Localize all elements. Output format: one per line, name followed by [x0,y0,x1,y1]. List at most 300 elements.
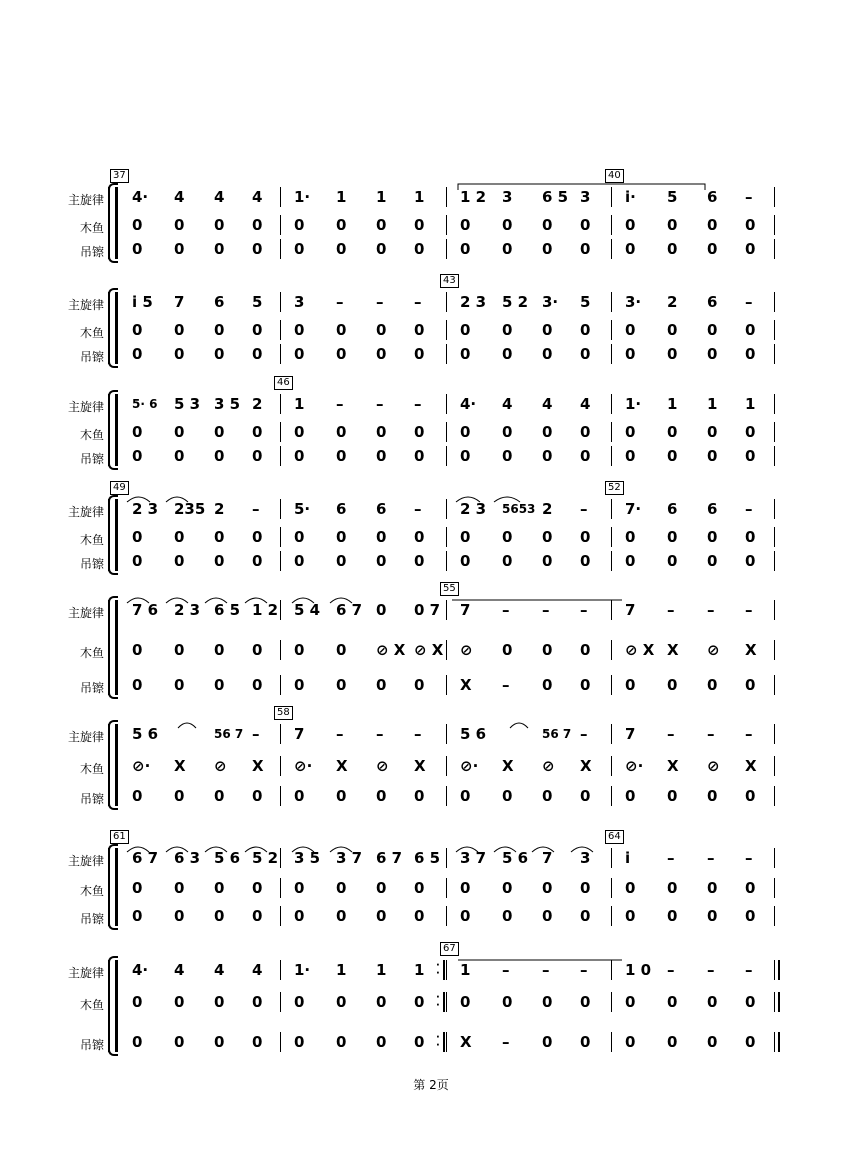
note: 0 [132,552,143,570]
note: – [745,961,753,979]
note: – [376,395,384,413]
note: 0 [542,216,553,234]
note: 1 [294,395,305,413]
note: 6 [707,293,718,311]
note: 0 [214,879,225,897]
note: 4 [214,961,225,979]
note: 4 [252,961,263,979]
note: X [460,676,472,694]
note: 0 [460,787,471,805]
note: 0 [214,216,225,234]
instrument-label: 吊镲 [79,557,104,571]
note: 0 [414,879,425,897]
note: 5 [252,293,263,311]
instrument-label: 吊镲 [79,1038,104,1052]
note: 0 [414,528,425,546]
note: 0 [707,993,718,1011]
note: 0 [502,528,513,546]
note: 0 [625,423,636,441]
note: 5 6 [460,725,487,743]
note: 0 [580,993,591,1011]
note: 7 [542,849,553,867]
note: 0 [336,879,347,897]
note: 0 [252,879,263,897]
note: 4 [214,188,225,206]
note: 6 5 [542,188,569,206]
instrument-label: 吊镲 [79,681,104,695]
note: 3 [580,188,591,206]
note: 5 2 [252,849,279,867]
note: 5· [294,500,311,518]
note: 3 [294,293,305,311]
slur [245,847,267,852]
note: 1 0 [625,961,652,979]
note: 0 [542,240,553,258]
note: 0 [667,216,678,234]
note: 0 [294,216,305,234]
note: 0 [174,907,185,925]
note: 0 [625,240,636,258]
note: 0 [460,907,471,925]
note: 2 [542,500,553,518]
note: 7 [625,601,636,619]
note: ⊘· [294,757,313,775]
note: 0 [580,787,591,805]
note: ⊘· [625,757,644,775]
note: 0 [580,345,591,363]
note: 0 [502,240,513,258]
note: 2 3 [132,500,159,518]
note: 0 [502,993,513,1011]
slur [292,598,314,603]
note: 0 [294,552,305,570]
note: 0 [214,321,225,339]
note: i 5 [132,293,153,311]
note: 0 [502,879,513,897]
note: – [580,500,588,518]
note: 0 [214,676,225,694]
note: – [414,500,422,518]
slur [178,723,196,728]
note: 5· 6 [132,397,158,411]
note: – [542,961,550,979]
measure-number: 55 [440,582,459,596]
note: X [667,641,679,659]
note: 6 7 [132,849,159,867]
note: 3 7 [336,849,363,867]
note: 0 [502,552,513,570]
note: 0 [336,787,347,805]
measure-number: 61 [110,830,129,844]
note: 0 [376,216,387,234]
note: 0 [667,787,678,805]
note: 0 [580,216,591,234]
slur [127,598,149,603]
note: 0 [252,1033,263,1051]
note: 0 [460,321,471,339]
note: 0 [132,345,143,363]
note: 5 6 [214,849,241,867]
measure-number: 67 [440,942,459,956]
note: i [625,849,631,867]
note: 0 [336,423,347,441]
slur [330,598,352,603]
note: 0 [707,676,718,694]
note: 0 [174,1033,185,1051]
note: 0 [542,641,553,659]
note: 5 6 [502,849,529,867]
note: 0 [336,676,347,694]
note: – [580,725,588,743]
note: 1· [294,188,311,206]
note: 0 [294,240,305,258]
note: 0 [214,993,225,1011]
note: 5 6 [132,725,159,743]
note: 0 [707,345,718,363]
note: 0 [376,907,387,925]
note: 0 [460,993,471,1011]
note: 0 [294,676,305,694]
note: 0 [542,907,553,925]
note: 0 [542,321,553,339]
note: – [502,601,510,619]
instrument-label: 木鱼 [79,762,104,776]
note: ⊘ [542,757,555,775]
note: 0 [745,321,756,339]
note: 0 [625,216,636,234]
note: 0 [502,641,513,659]
note: 0 [214,552,225,570]
note: 0 [174,676,185,694]
note: 1 [376,961,387,979]
instrument-label: 木鱼 [79,884,104,898]
note: 0 [745,676,756,694]
note: 0 [414,423,425,441]
note: 0 [745,993,756,1011]
note: 5 [667,188,678,206]
note: 1· [294,961,311,979]
note: 1 [336,188,347,206]
note: – [542,601,550,619]
note: 1 [336,961,347,979]
measure-number: 40 [605,169,624,183]
note: 0 [667,345,678,363]
note: 0 [667,447,678,465]
instrument-label: 主旋律 [67,730,104,744]
page-footer: 第 2页 [413,1078,449,1092]
measure-number: 58 [274,706,293,720]
instrument-label: 主旋律 [67,505,104,519]
slur [127,847,149,852]
note: ⊘ X [376,641,406,659]
note: 56 7 [542,727,572,741]
note: 0 [625,345,636,363]
note: – [707,725,715,743]
note: ⊘ [707,641,720,659]
note: 0 [336,907,347,925]
slur [245,598,267,603]
note: 0 [580,240,591,258]
note: 0 [252,552,263,570]
note: 0 [745,423,756,441]
note: 0 [294,345,305,363]
note: – [745,188,753,206]
note: 0 [625,321,636,339]
note: – [667,601,675,619]
note: 0 [707,240,718,258]
note: 0 [214,240,225,258]
instrument-label: 吊镲 [79,912,104,926]
note: 1 [414,961,425,979]
note: – [336,725,344,743]
note: 0 [580,907,591,925]
note: 0 [132,447,143,465]
note: 0 [252,787,263,805]
note: ⊘ X [625,641,655,659]
note: 0 [336,641,347,659]
note: 0 [174,321,185,339]
instrument-label: 主旋律 [67,854,104,868]
instrument-label: 吊镲 [79,350,104,364]
note: 5 [580,293,591,311]
note: 0 7 [414,601,441,619]
note: 3 7 [460,849,487,867]
note: ⊘ X [414,641,444,659]
note: 0 [214,907,225,925]
instrument-label: 主旋律 [67,298,104,312]
note: 3· [625,293,642,311]
note: – [745,849,753,867]
note: 0 [460,345,471,363]
note: X [252,757,264,775]
instrument-label: 木鱼 [79,533,104,547]
slur [292,847,314,852]
note: – [745,293,753,311]
note: 0 [502,787,513,805]
note: 0 [376,993,387,1011]
slur [205,598,227,603]
note: 0 [376,787,387,805]
note: 0 [542,676,553,694]
note: 0 [707,907,718,925]
note: 0 [294,423,305,441]
note: 0 [542,345,553,363]
note: 3 5 [294,849,321,867]
note: 0 [667,1033,678,1051]
note: 0 [252,216,263,234]
repeat-dots: · · [436,992,440,1011]
note: 1 [376,188,387,206]
note: 0 [460,447,471,465]
instrument-label: 主旋律 [67,193,104,207]
note: 1 2 [252,601,279,619]
note: 0 [336,345,347,363]
note: 0 [414,240,425,258]
slur [127,497,150,502]
note: 0 [542,423,553,441]
note: 0 [376,879,387,897]
note: 0 [294,528,305,546]
note: 0 [502,321,513,339]
note: 0 [376,321,387,339]
note: – [376,725,384,743]
note: 3· [542,293,559,311]
note: 0 [707,321,718,339]
note: 0 [667,423,678,441]
note: 0 [174,641,185,659]
note: – [745,601,753,619]
slur [330,847,352,852]
note: 0 [336,993,347,1011]
slur [571,847,593,852]
note: 0 [336,447,347,465]
note: 0 [214,528,225,546]
note: 0 [625,552,636,570]
note: X [745,757,757,775]
note: 0 [707,879,718,897]
measure-number: 52 [605,481,624,495]
note: 0 [580,321,591,339]
note: 0 [132,528,143,546]
note: X [745,641,757,659]
note: 0 [294,1033,305,1051]
note: 0 [174,216,185,234]
note: 0 [214,345,225,363]
note: 0 [667,879,678,897]
note: 6 [214,293,225,311]
note: 2 [252,395,263,413]
note: 0 [625,1033,636,1051]
note: X [460,1033,472,1051]
instrument-label: 主旋律 [67,966,104,980]
note: 4 [174,961,185,979]
note: 0 [502,345,513,363]
note: 0 [252,423,263,441]
note: 7 [294,725,305,743]
note: 0 [252,676,263,694]
note: 0 [667,676,678,694]
note: 0 [252,993,263,1011]
slur [494,847,516,852]
note: – [707,849,715,867]
note: 0 [745,345,756,363]
note: 0 [132,423,143,441]
instrument-label: 吊镲 [79,792,104,806]
note: 0 [252,528,263,546]
note: 0 [376,345,387,363]
note: 7 [625,725,636,743]
note: 0 [376,601,387,619]
note: 0 [625,879,636,897]
note: – [502,961,510,979]
note: 0 [745,216,756,234]
note: 0 [252,321,263,339]
note: 0 [745,907,756,925]
note: 4 [252,188,263,206]
note: 0 [414,552,425,570]
note: 0 [414,1033,425,1051]
note: 7 [460,601,471,619]
note: 0 [132,216,143,234]
note: 0 [294,447,305,465]
note: 0 [132,993,143,1011]
note: 0 [414,321,425,339]
note: 0 [132,879,143,897]
note: 0 [376,552,387,570]
note: 6 [707,500,718,518]
note: 0 [745,787,756,805]
note: 1 [414,188,425,206]
instrument-label: 木鱼 [79,646,104,660]
note: – [707,601,715,619]
note: 0 [707,528,718,546]
note: 0 [294,993,305,1011]
note: i· [625,188,636,206]
note: 0 [376,528,387,546]
note: 0 [542,879,553,897]
note: – [667,961,675,979]
note: 0 [745,447,756,465]
note: 0 [580,447,591,465]
note: 0 [174,787,185,805]
note: 0 [460,216,471,234]
note: 0 [336,321,347,339]
measure-number: 46 [274,376,293,390]
note: 0 [376,676,387,694]
note: 0 [667,907,678,925]
note: X [502,757,514,775]
note: 0 [336,528,347,546]
note: 0 [132,321,143,339]
note: 0 [214,787,225,805]
note: – [252,500,260,518]
note: 0 [252,641,263,659]
note: 5 4 [294,601,321,619]
note: 0 [667,528,678,546]
note: 56 7 [214,727,244,741]
slur [205,847,227,852]
measure-number: 43 [440,274,459,288]
note: 4 [174,188,185,206]
note: 6 [336,500,347,518]
note: 0 [376,240,387,258]
note: 0 [252,240,263,258]
instrument-label: 吊镲 [79,245,104,259]
note: 0 [745,552,756,570]
note: 4 [542,395,553,413]
note: 1 [667,395,678,413]
note: 0 [667,240,678,258]
slur [456,847,478,852]
note: 0 [745,240,756,258]
note: 0 [294,321,305,339]
note: 0 [252,447,263,465]
note: 235 [174,500,206,518]
phrase-slur [458,184,705,190]
note: 4 [580,395,591,413]
note: 3 5 [214,395,241,413]
note: 0 [745,528,756,546]
note: 0 [376,447,387,465]
note: 0 [625,528,636,546]
note: – [580,961,588,979]
note: 0 [414,676,425,694]
note: 0 [132,641,143,659]
note: 0 [460,240,471,258]
note: 6 5 [214,601,241,619]
note: 0 [294,879,305,897]
note: – [502,1033,510,1051]
